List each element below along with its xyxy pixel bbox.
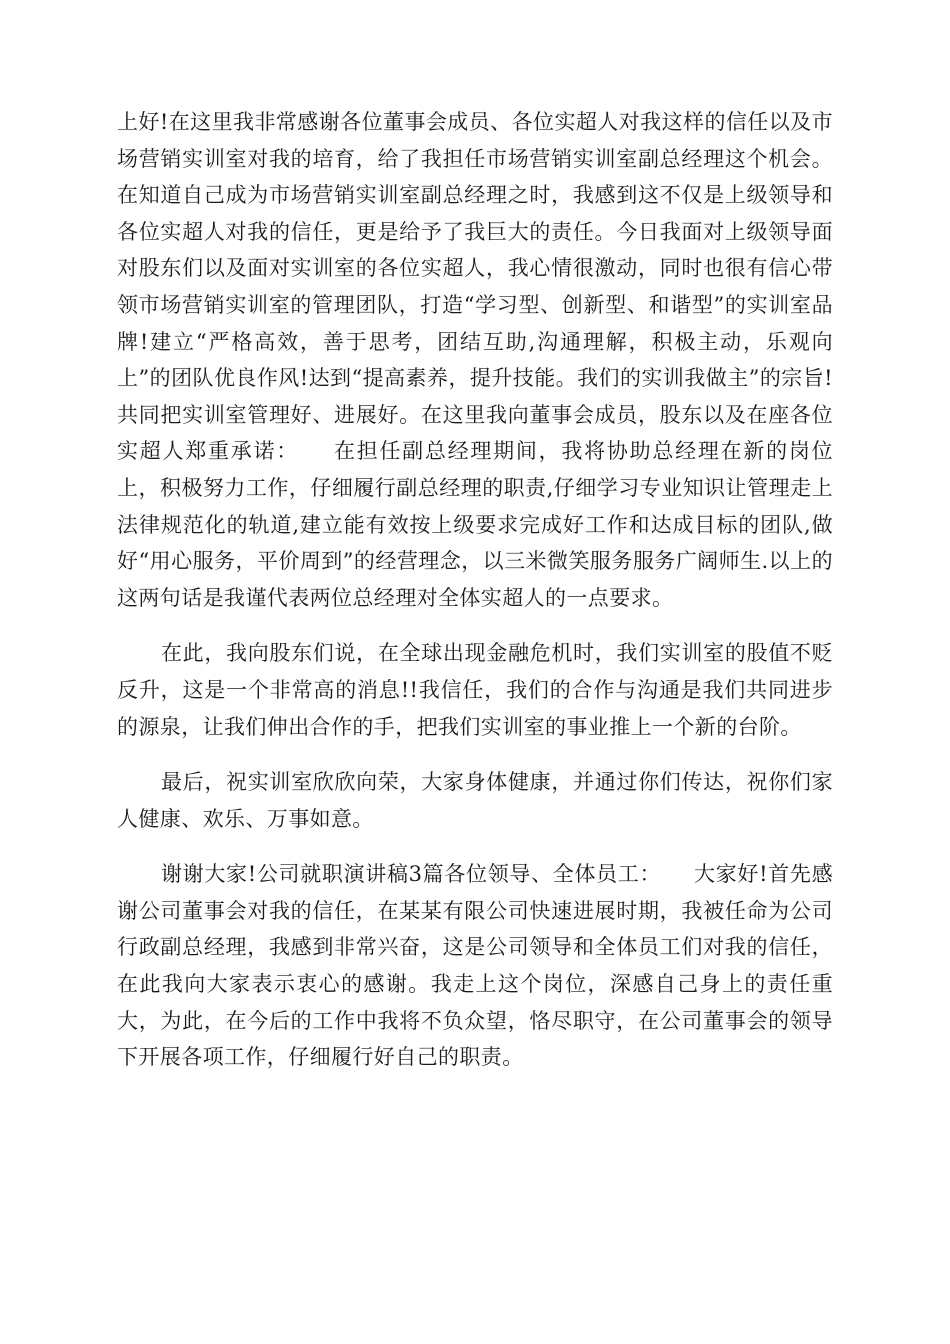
paragraph-4: 谢谢大家!公司就职演讲稿3篇各位领导、全体员工： 大家好!首先感谢公司董事会对我的信任，在某某有限公司快速进展时期，我被任命为公司行政副总经理，我感到非常兴奋，这是公司领导和全体员工们对我的信任，在此我向大家表示衷心的感谢。我走上这个岗位，深感自己身上的责任重大，为此，在今后的工作中我将不负众望，恪尽职守，在公司董事会的领导下开展各项工作，仔细履行好自己的职责。	[117, 862, 833, 1070]
paragraph-3: 最后，祝实训室欣欣向荣，大家身体健康，并通过你们传达，祝你们家人健康、欢乐、万事如意。	[117, 770, 833, 831]
document-body	[117, 104, 833, 1076]
paragraph-1: 上好!在这里我非常感谢各位董事会成员、各位实超人对我这样的信任以及市场营销实训室对我的培育，给了我担任市场营销实训室副总经理这个机会。在知道自己成为市场营销实训室副总经理之时，我感到这不仅是上级领导和各位实超人对我的信任，更是给予了我巨大的责任。今日我面对上级领导面对股东们以及面对实训室的各位实超人，我心情很激动，同时也很有信心带领市场营销实训室的管理团队，打造“学习型、创新型、和谐型”的实训室品牌!建立“严格高效，善于思考，团结互助,沟通理解，积极主动，乐观向上”的团队优良作风!达到“提高素养，提升技能。我们的实训我做主”的宗旨!共同把实训室管理好、进展好。在这里我向董事会成员，股东以及在座各位实超人郑重承诺： 在担任副总经理期间，我将协助总经理在新的岗位上，积极努力工作，仔细履行副总经理的职责,仔细学习专业知识让管理走上法律规范化的轨道,建立能有效按上级要求完成好工作和达成目标的团队,做好“用心服务，平价周到”的经营理念，以三米微笑服务服务广阔师生.以上的这两句话是我谨代表两位总经理对全体实超人的一点要求。	[117, 110, 833, 610]
paragraph-2: 在此，我向股东们说，在全球出现金融危机时，我们实训室的股值不贬反升，这是一个非常高的消息!!我信任，我们的合作与沟通是我们共同进步的源泉，让我们伸出合作的手，把我们实训室的事业推上一个新的台阶。	[117, 641, 833, 739]
